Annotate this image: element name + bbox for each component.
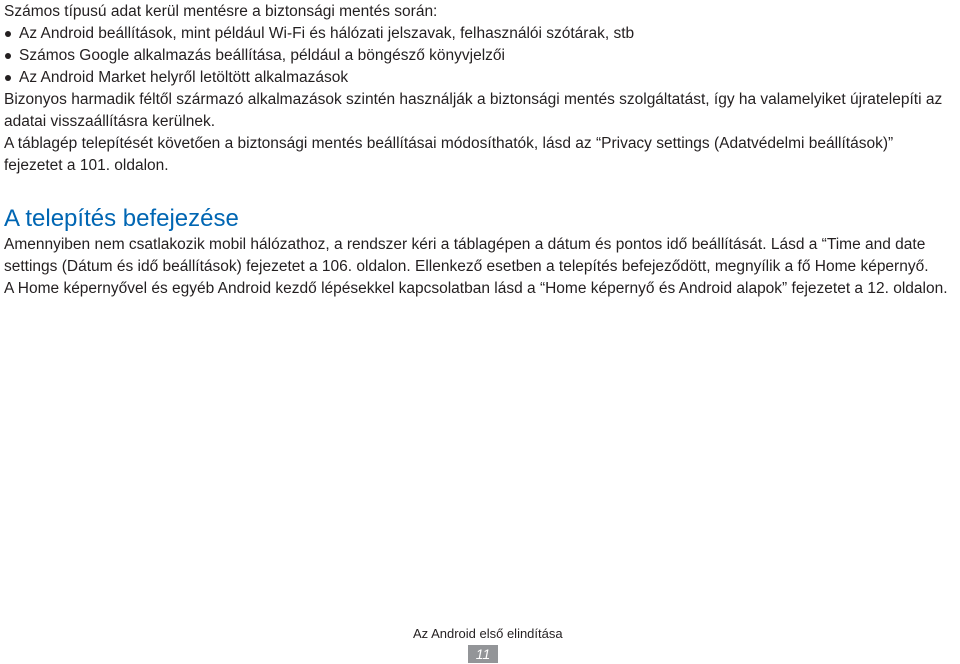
backup-data-list — [4, 23, 954, 89]
third-party-paragraph: Bizonyos harmadik féltől származó alkalmazások szintén használják a biztonsági mentés szolgáltatást, így ha valamelyiket újratelepíti az adatai visszaállításra kerülnek. — [4, 91, 943, 130]
date-time-paragraph: Amennyiben nem csatlakozik mobil hálózathoz, a rendszer kéri a táblagépen a dátum és pontos idő beállítását. Lásd a “Time and date settings (Dátum és idő beállítások) fejezetet a 106. oldalon. Ellenkező esetben a telepítés befejeződött, megnyílik a fő Home képernyő. — [4, 236, 929, 275]
section-title: A telepítés befejezése — [4, 205, 239, 232]
list-item-text: Az Android beállítások, mint például Wi-Fi és hálózati jelszavak, felhasználói szótárak, stb — [19, 25, 635, 42]
home-screen-paragraph: A Home képernyővel és egyéb Android kezdő lépésekkel kapcsolatban lásd a “Home képernyő és Android alapok” fejezetet a 12. oldalon. — [4, 280, 948, 297]
backup-settings-paragraph: A táblagép telepítését követően a biztonsági mentés beállításai módosíthatók, lásd az “Privacy settings (Adatvédelmi beállítások)” fejezetet a 101. oldalon. — [4, 135, 894, 174]
footer-chapter-title: Az Android első elindítása — [413, 626, 563, 641]
intro-text: Számos típusú adat kerül mentésre a biztonsági mentés során: — [4, 3, 438, 20]
bullet-icon — [5, 31, 11, 37]
page-number-badge: 11 — [468, 645, 498, 663]
bullet-icon — [5, 53, 11, 59]
list-item — [4, 23, 954, 45]
list-item-text: Az Android Market helyről letöltött alkalmazások — [19, 69, 349, 86]
list-item — [4, 45, 954, 67]
list-item — [4, 67, 954, 89]
list-item-text: Számos Google alkalmazás beállítása, például a böngésző könyvjelzői — [19, 47, 505, 64]
document-body — [4, 0, 954, 300]
bullet-icon — [5, 75, 11, 81]
